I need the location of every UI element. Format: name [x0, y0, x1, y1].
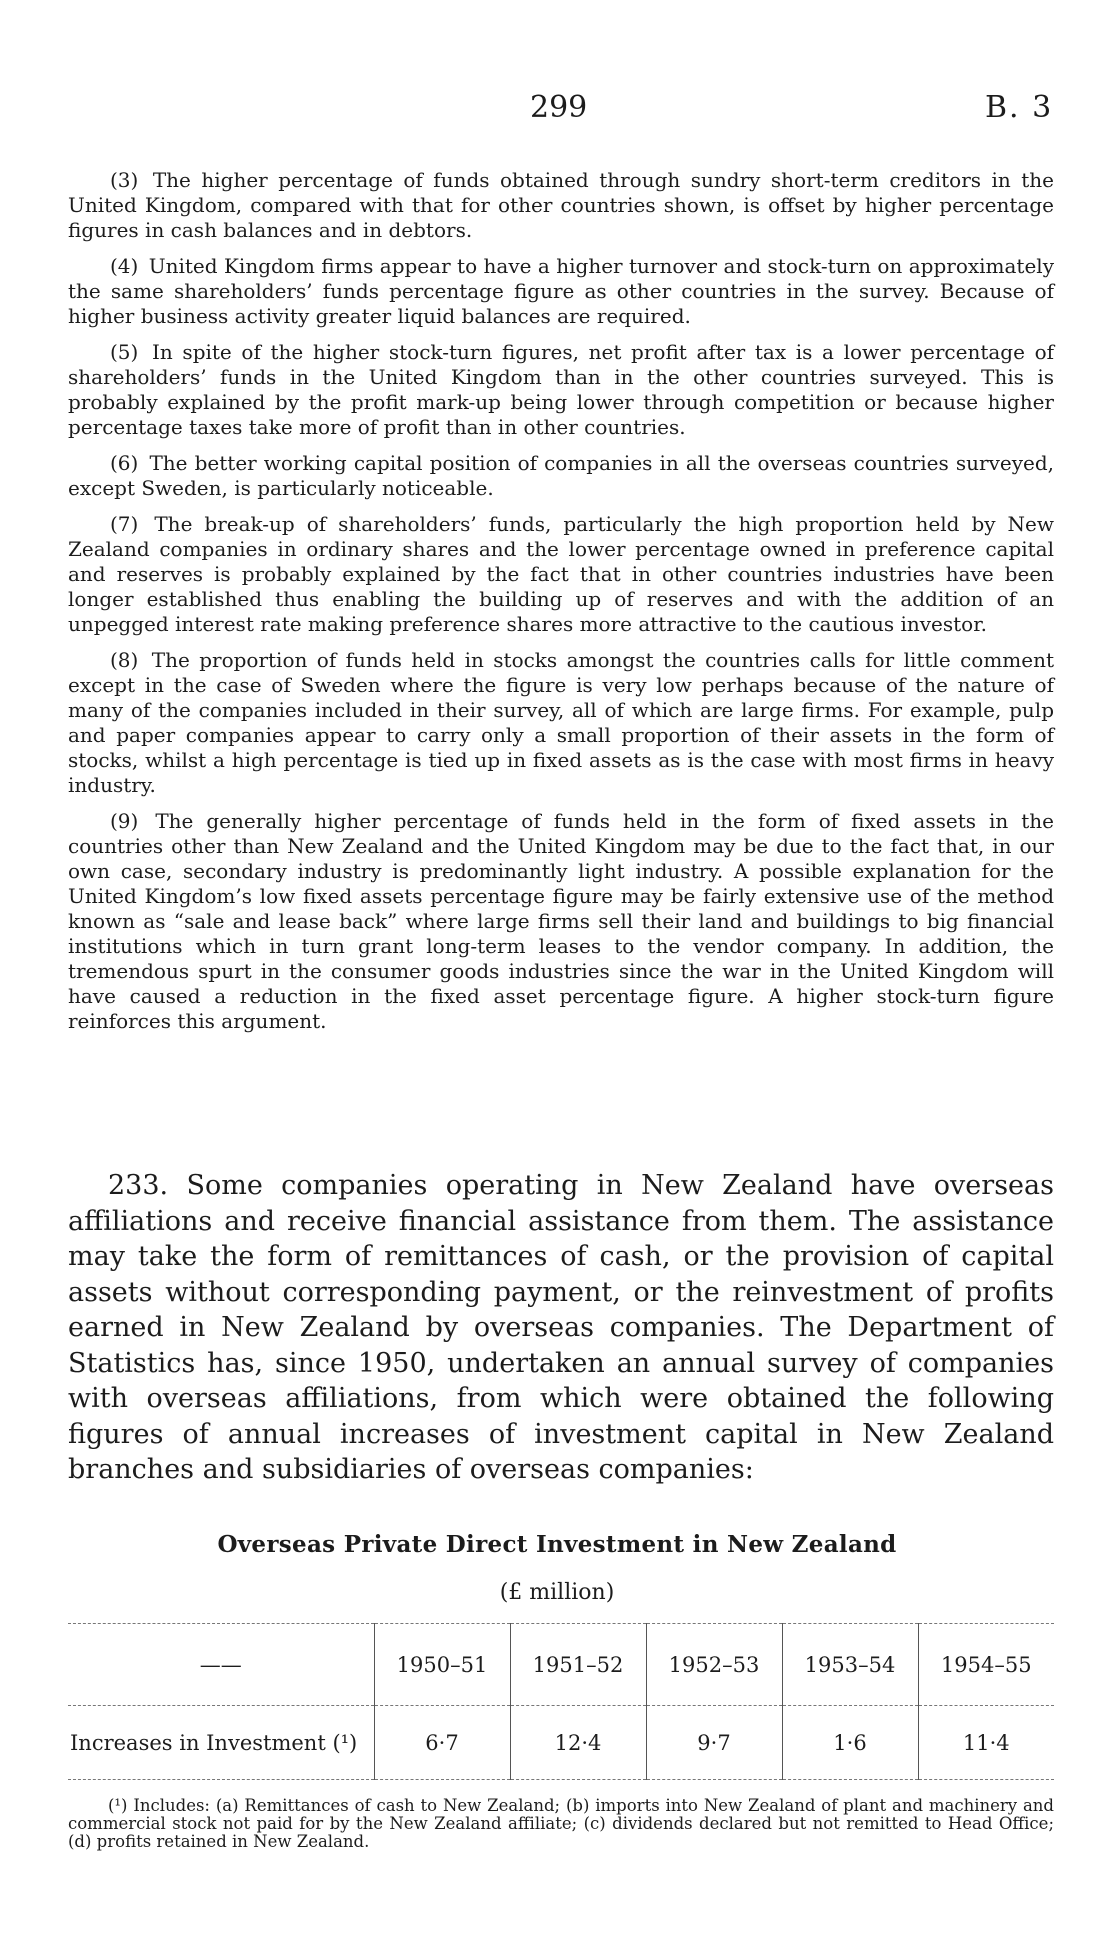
table-cell: 1·6: [782, 1706, 918, 1780]
table-cell: 12·4: [510, 1706, 646, 1780]
paragraph-number: (8): [110, 648, 139, 672]
table-row: [68, 1706, 1054, 1780]
paragraph-text: United Kingdom firms appear to have a higher turnover and stock-turn on approximately the same shareholders’ funds percentage figure as other countries in the survey. Because of higher business activity greater liquid balances are required.: [68, 254, 1054, 328]
paragraph-number: (7): [110, 512, 139, 536]
paragraph-4: [68, 254, 1054, 329]
numbered-paragraphs: [68, 168, 1054, 1045]
section-text: Some companies operating in New Zealand have overseas affiliations and receive financial assistance from them. The assistance may take the form of remittances of cash, or the provision of capital assets without corresponding payment, or the reinvestment of profits earned in New Zealand by overseas companies. The Department of Statistics has, since 1950, undertaken an annual survey of companies with overseas affiliations, from which were obtained the following figures of annual increases of investment capital in New Zealand branches and subsidiaries of overseas companies:: [68, 1170, 1054, 1485]
paragraph-number: (4): [110, 254, 139, 278]
column-header: 1954–55: [918, 1624, 1054, 1706]
table-header-row: [68, 1624, 1054, 1706]
column-header: 1952–53: [646, 1624, 782, 1706]
paragraph-6: [68, 451, 1054, 501]
investment-table: [68, 1623, 1054, 1780]
column-header: 1951–52: [510, 1624, 646, 1706]
paragraph-233: [68, 1168, 1054, 1488]
table-cell: 9·7: [646, 1706, 782, 1780]
paragraph-9: [68, 809, 1054, 1034]
table-cell: 11·4: [918, 1706, 1054, 1780]
table-unit: (£ million): [499, 1580, 615, 1605]
paragraph-5: [68, 340, 1054, 440]
paragraph-text: The proportion of funds held in stocks amongst the countries calls for little comment except in the case of Sweden where the figure is very low perhaps because of the nature of many of the companies included in their survey, all of which are large firms. For example, pulp and paper companies appear to carry only a small proportion of their assets in the form of stocks, whilst a high percentage is tied up in fixed assets as is the case with most firms in heavy industry.: [68, 648, 1054, 797]
table-title: Overseas Private Direct Investment in New Zealand: [217, 1531, 897, 1558]
page-number: 299: [530, 90, 588, 125]
paragraph-7: [68, 512, 1054, 637]
paragraph-text: The higher percentage of funds obtained through sundry short-term creditors in the United Kingdom, compared with that for other countries shown, is offset by higher percentage figures in cash balances and in debtors.: [68, 168, 1055, 242]
paragraph-8: [68, 648, 1054, 798]
column-header: 1950–51: [374, 1624, 510, 1706]
paragraph-number: (5): [110, 340, 139, 364]
paragraph-3: [68, 168, 1054, 243]
row-label: Increases in Investment (¹): [70, 1730, 358, 1755]
document-reference: B. 3: [985, 90, 1054, 125]
paragraph-number: (9): [110, 809, 139, 833]
column-header: 1953–54: [782, 1624, 918, 1706]
section-number: 233.: [108, 1170, 169, 1201]
paragraph-text: In spite of the higher stock-turn figures, net profit after tax is a lower percentage of shareholders’ funds in the United Kingdom than in the other countries surveyed. This is probably explained by the profit mark-up being lower through competition or because higher percentage taxes take more of profit than in other countries.: [68, 340, 1055, 439]
table-footnote: (¹) Includes: (a) Remittances of cash to New Zealand; (b) imports into New Zealand of plant and machinery and commercial stock not paid for by the New Zealand affiliate; (c) dividends declared but not remitted to Head Office; (d) profits retained in New Zealand.: [68, 1796, 1054, 1851]
table-cell: 6·7: [374, 1706, 510, 1780]
paragraph-number: (6): [110, 451, 139, 475]
paragraph-text: The better working capital position of companies in all the overseas countries surveyed, except Sweden, is particularly noticeable.: [68, 451, 1054, 500]
paragraph-number: (3): [110, 168, 139, 192]
page-header: [0, 90, 1114, 130]
paragraph-text: The generally higher percentage of funds held in the form of fixed assets in the countries other than New Zealand and the United Kingdom may be due to the fact that, in our own case, secondary industry is predominantly light industry. A possible explanation for the United Kingdom’s low fixed assets percentage figure may be fairly extensive use of the method known as “sale and lease back” where large firms sell their land and buildings to big financial institutions which in turn grant long-term leases to the vendor company. In addition, the tremendous spurt in the consumer goods industries since the war in the United Kingdom will have caused a reduction in the fixed asset percentage figure. A higher stock-turn figure reinforces this argument.: [68, 809, 1054, 1033]
paragraph-text: The break-up of shareholders’ funds, particularly the high proportion held by New Zealand companies in ordinary shares and the lower percentage owned in preference capital and reserves is probably explained by the fact that in other countries industries have been longer established thus enabling the building up of reserves and with the addition of an unpegged interest rate making preference shares more attractive to the cautious investor.: [68, 512, 1055, 636]
table-corner: ——: [68, 1624, 374, 1706]
